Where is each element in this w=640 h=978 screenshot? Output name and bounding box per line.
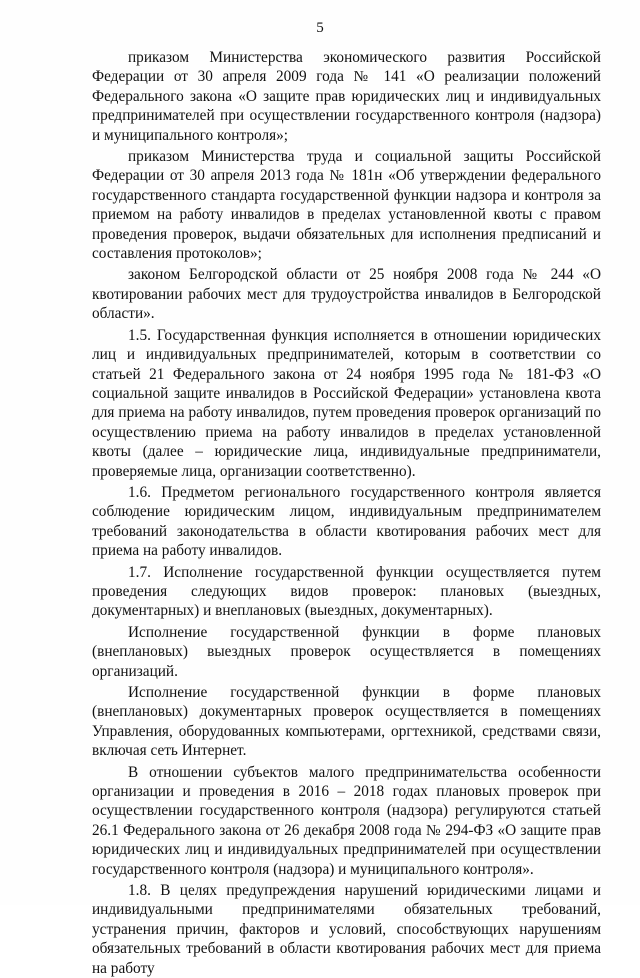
paragraph-1-6: 1.6. Предметом регионального государственного контроля является соблюдение юридическим лицом, индивидуальным предпринимателем требований законодательства в области квотирования рабочих мест для приема на работу инвалидов. xyxy=(92,483,601,560)
paragraph-documentary-inspections: Исполнение государственной функции в форме плановых (внеплановых) документарных проверок осуществляется в помещениях Управления, оборудованных компьютерами, оргтехникой, средствами связи, включая сеть Интернет. xyxy=(92,684,601,760)
paragraph-order-minekonomrazvitiya: приказом Министерства экономического развития Российской Федерации от 30 апреля 2009 года № 141 «О реализации положений Федерального закона «О защите прав юридических лиц и индивидуальных предпринимателей при осуществлении государственного контроля (надзора) и муниципального контроля»; xyxy=(92,49,601,144)
document-body xyxy=(92,48,601,978)
page-number: 5 xyxy=(316,20,324,36)
paragraph-small-business: В отношении субъектов малого предпринимательства особенности организации и проведения в 2016 – 2018 годах плановых проверок при осуществлении государственного контроля (надзора) регулируются статьей 26.1 Федерального закона от 26 декабря 2008 года № 294-ФЗ «О защите прав юридических лиц и индивидуальных предпринимателей при осуществлении государственного контроля (надзора) и муниципального контроля». xyxy=(92,763,601,878)
paragraph-belgorod-law: законом Белгородской области от 25 ноября 2008 года № 244 «О квотировании рабочих мест для трудоустройства инвалидов в Белгородской области». xyxy=(92,266,601,323)
paragraph-1-5: 1.5. Государственная функция исполняется в отношении юридических лиц и индивидуальных предпринимателей, которым в соответствии со статьей 21 Федерального закона от 24 ноября 1995 года № 181-ФЗ «О социальной защите инвалидов в Российской Федерации» установлена квота для приема на работу инвалидов, путем проведения проверок организаций по осуществлению приема на работу инвалидов в пределах установленной квоты (далее – юридические лица, индивидуальные предприниматели, проверяемые лица, организации соответственно). xyxy=(92,326,601,480)
paragraph-order-mintrud: приказом Министерства труда и социальной защиты Российской Федерации от 30 апреля 2013 года № 181н «Об утверждении федерального государственного стандарта государственной функции надзора и контроля за приемом на работу инвалидов в пределах установленной квоты с правом проведения проверок, выдачи обязательных для исполнения предписаний и составления протоколов»; xyxy=(92,148,601,263)
paragraph-1-7: 1.7. Исполнение государственной функции осуществляется путем проведения следующих видов проверок: плановых (выездных, документарных) и внеплановых (выездных, документарных). xyxy=(92,563,601,620)
paragraph-1-8: 1.8. В целях предупреждения нарушений юридическими лицами и индивидуальными предпринимателями обязательных требований, устранения причин, факторов и условий, способствующих нарушениям обязательных требований в области квотирования рабочих мест для приема на работу xyxy=(92,882,601,977)
paragraph-onsite-inspections: Исполнение государственной функции в форме плановых (внеплановых) выездных проверок осуществляется в помещениях организаций. xyxy=(92,623,601,680)
